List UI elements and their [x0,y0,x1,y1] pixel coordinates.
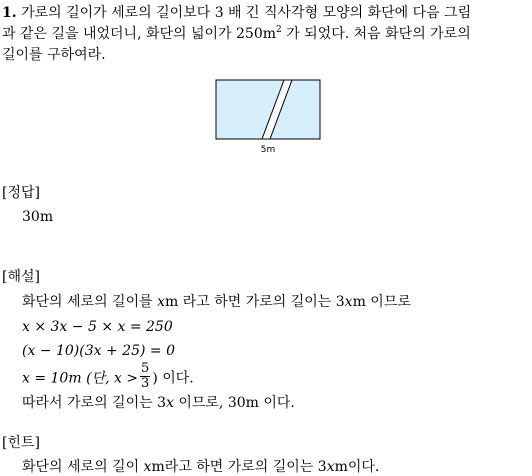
fraction-denominator: 3 [141,376,150,391]
solution-eq3-a: x = 10m (단, x > [22,370,139,387]
hint-var-x2: x [326,459,335,475]
path-width-label: 5m [260,145,276,155]
solution-header: [해설] [2,269,40,285]
solution-line-final [22,394,295,412]
area-exponent: 2 [276,25,282,35]
fraction-numerator: 5 [141,361,150,376]
solution-eq3-b: ) 이다. [152,370,194,387]
solution-equation-1: x × 3x − 5 × x = 250 [22,319,173,335]
hint-text-b: m라고 하면 가로의 길이는 3 [151,459,327,475]
solution-final-b: 이므로, 30m 이다. [173,395,295,411]
hint-var-x: x [143,459,152,475]
problem-text-2b: 가 되었다. 처음 화단의 가로의 [281,26,471,42]
solution-text-1b: m 라고 하면 가로의 길이는 3 [164,294,345,310]
solution-final-a: 따라서 가로의 길이는 3 [22,395,166,411]
problem-text-1: 가로의 길이가 세로의 길이보다 3 배 긴 직사각형 모양의 화단에 다음 그림 [21,5,472,21]
problem-line-2 [2,25,471,43]
solution-final-var: x [165,395,174,411]
problem-line-3 [2,46,106,64]
answer-value: 30m [22,209,54,225]
answer-header: [정답] [2,185,40,201]
hint-line [22,458,379,476]
problem-text-3: 길이를 구하여라. [2,47,106,63]
solution-text-1a: 화단의 세로의 길이를 [22,294,158,310]
solution-text-1c: m 이므로 [352,294,411,310]
solution-var-x2: x [344,294,353,310]
problem-number: 1. [2,5,17,21]
solution-equation-3 [22,361,194,393]
solution-var-x: x [157,294,165,310]
problem-line-1 [2,4,471,22]
solution-line-1 [22,293,411,311]
solution-equation-2: (x − 10)(3x + 25) = 0 [22,343,175,359]
hint-text-c: m이다. [334,459,380,475]
garden-figure [212,78,322,156]
problem-text-2a: 과 같은 길을 내었더니, 화단의 넓이가 250m [2,26,277,42]
hint-header: [힌트] [2,435,40,451]
hint-text-a: 화단의 세로의 길이 [22,459,144,475]
fraction-five-thirds [140,362,150,391]
